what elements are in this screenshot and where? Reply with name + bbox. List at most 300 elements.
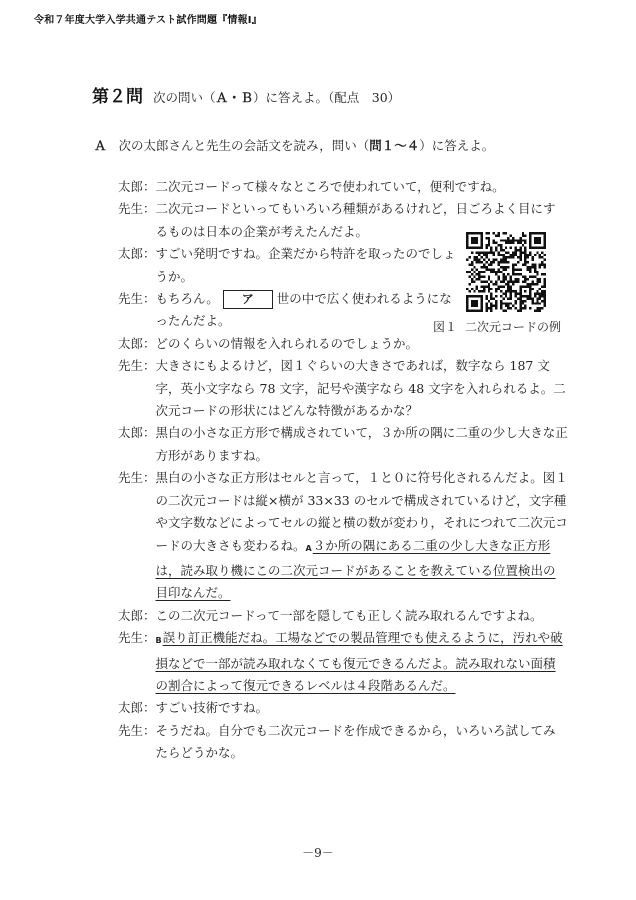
qr-module: [524, 242, 526, 244]
qr-module: [507, 290, 509, 292]
qr-module: [536, 232, 538, 234]
qr-module: [517, 239, 519, 241]
qr-module: [522, 251, 524, 253]
qr-module: [488, 251, 490, 253]
qr-module: [490, 310, 492, 312]
qr-module: [505, 305, 507, 307]
qr-module: [466, 300, 468, 302]
qr-module: [519, 300, 521, 302]
qr-module: [473, 237, 475, 239]
qr-module: [500, 307, 502, 309]
qr-module: [488, 242, 490, 244]
qr-module: [500, 244, 502, 246]
qr-module: [490, 264, 492, 266]
qr-module: [507, 239, 509, 241]
qr-module: [481, 300, 483, 302]
qr-module: [488, 283, 490, 285]
qr-module: [541, 307, 543, 309]
qr-module: [544, 300, 546, 302]
qr-module: [536, 237, 538, 239]
qr-module: [522, 295, 524, 297]
qr-module: [466, 237, 468, 239]
qr-module: [502, 261, 504, 263]
page-number: －9－: [302, 846, 334, 860]
speaker-label: 先生：: [118, 722, 156, 738]
qr-module: [522, 276, 524, 278]
qr-module: [514, 247, 516, 249]
qr-module: [476, 251, 478, 253]
qr-module: [478, 254, 480, 256]
qr-module: [466, 288, 468, 290]
qr-module: [522, 300, 524, 302]
qr-module: [471, 278, 473, 280]
qr-module: [544, 266, 546, 268]
qr-module: [510, 293, 512, 295]
qr-module: [481, 244, 483, 246]
qr-module: [544, 278, 546, 280]
qr-module: [476, 273, 478, 275]
qr-module: [529, 239, 531, 241]
qr-module: [522, 234, 524, 236]
qr-module: [531, 297, 533, 299]
qr-module: [500, 295, 502, 297]
qr-module: [505, 295, 507, 297]
qr-module: [493, 254, 495, 256]
qr-module: [512, 237, 514, 239]
qr-module: [531, 247, 533, 249]
qr-module: [507, 297, 509, 299]
qr-module: [468, 271, 470, 273]
qr-module: [517, 278, 519, 280]
question-number: 第２問: [92, 87, 143, 107]
qr-module: [502, 276, 504, 278]
qr-module: [512, 239, 514, 241]
dialogue-text-before-underline: 黒白の小さな正方形はセルと言って，１と０に符号化されるんだよ。図１の二次元コードは縦×横が 33×33 のセルで構成されているけど，文字種や文字数などによってセルの縦と横の数が変わり，それにつれて二次元コードの大きさも変わるね。: [155, 470, 568, 553]
qr-module: [471, 237, 473, 239]
qr-module: [514, 249, 516, 251]
qr-module: [485, 256, 487, 258]
qr-module: [500, 271, 502, 273]
qr-module: [529, 232, 531, 234]
qr-module: [493, 261, 495, 263]
qr-module: [507, 302, 509, 304]
qr-module: [524, 278, 526, 280]
qr-module: [471, 251, 473, 253]
qr-module: [500, 280, 502, 282]
qr-module: [544, 302, 546, 304]
qr-module: [539, 280, 541, 282]
qr-module: [476, 232, 478, 234]
qr-module: [481, 251, 483, 253]
qr-module: [471, 295, 473, 297]
qr-module: [476, 247, 478, 249]
qr-module: [544, 254, 546, 256]
qr-module: [493, 283, 495, 285]
qr-module: [534, 310, 536, 312]
qr-module: [500, 249, 502, 251]
qr-module: [483, 259, 485, 261]
qr-module: [473, 232, 475, 234]
qr-module: [500, 302, 502, 304]
qr-module: [476, 278, 478, 280]
qr-module: [512, 251, 514, 253]
qr-module: [505, 261, 507, 263]
qr-module: [544, 259, 546, 261]
qr-module: [544, 280, 546, 282]
qr-module: [534, 247, 536, 249]
qr-module: [473, 239, 475, 241]
qr-module: [529, 290, 531, 292]
qr-module: [505, 259, 507, 261]
qr-module: [514, 290, 516, 292]
qr-module: [534, 293, 536, 295]
speaker-label: 太郎：: [118, 179, 156, 194]
qr-module: [505, 247, 507, 249]
qr-module: [502, 232, 504, 234]
qr-module: [536, 280, 538, 282]
qr-module: [466, 295, 468, 297]
qr-module: [505, 310, 507, 312]
qr-module: [490, 297, 492, 299]
qr-module: [524, 239, 526, 241]
qr-module: [510, 254, 512, 256]
qr-module: [466, 232, 468, 234]
qr-module: [471, 264, 473, 266]
qr-module: [490, 295, 492, 297]
qr-module: [529, 244, 531, 246]
qr-module: [544, 273, 546, 275]
qr-module: [536, 242, 538, 244]
qr-module: [478, 273, 480, 275]
qr-module: [481, 295, 483, 297]
qr-module: [514, 280, 516, 282]
qr-module: [483, 290, 485, 292]
qr-module: [502, 293, 504, 295]
qr-module: [539, 293, 541, 295]
qr-module: [522, 280, 524, 282]
qr-module: [478, 259, 480, 261]
qr-module: [507, 285, 509, 287]
qr-module: [466, 307, 468, 309]
qr-module: [531, 280, 533, 282]
qr-module: [536, 251, 538, 253]
qr-module: [539, 256, 541, 258]
qr-module: [485, 295, 487, 297]
qr-module: [490, 261, 492, 263]
qr-module: [514, 239, 516, 241]
dialogue-text: 黒白の小さな正方形で構成されていて，３か所の隅に二重の少し大きな正方形がありますね。: [155, 425, 568, 463]
qr-code-figure: [466, 232, 546, 312]
speaker-label: 先生：: [118, 358, 156, 374]
qr-module: [524, 261, 526, 263]
qr-module: [514, 302, 516, 304]
question-header: [92, 82, 400, 107]
qr-module: [544, 297, 546, 299]
qr-module: [481, 256, 483, 258]
qr-module: [485, 261, 487, 263]
qr-module: [524, 251, 526, 253]
qr-module: [478, 295, 480, 297]
qr-module: [473, 305, 475, 307]
qr-module: [483, 271, 485, 273]
qr-module: [471, 305, 473, 307]
qr-module: [517, 273, 519, 275]
qr-module: [531, 283, 533, 285]
qr-module: [476, 305, 478, 307]
qr-module: [531, 264, 533, 266]
qr-module: [471, 273, 473, 275]
qr-module: [529, 307, 531, 309]
qr-module: [481, 276, 483, 278]
qr-module: [466, 302, 468, 304]
speaker-label: 先生：: [118, 201, 156, 217]
qr-module: [485, 237, 487, 239]
qr-module: [536, 297, 538, 299]
qr-module: [536, 239, 538, 241]
qr-module: [512, 266, 514, 268]
qr-module: [468, 295, 470, 297]
qr-module: [468, 247, 470, 249]
qr-module: [524, 280, 526, 282]
qr-module: [529, 288, 531, 290]
qr-module: [500, 305, 502, 307]
speaker-label: 太郎：: [118, 425, 156, 441]
qr-module: [498, 278, 500, 280]
qr-module: [502, 310, 504, 312]
qr-module: [539, 310, 541, 312]
qr-module: [527, 283, 529, 285]
qr-module: [510, 256, 512, 258]
qr-module: [471, 261, 473, 263]
qr-module: [536, 278, 538, 280]
qr-module: [490, 271, 492, 273]
qr-module: [488, 300, 490, 302]
qr-module: [510, 280, 512, 282]
qr-module: [536, 293, 538, 295]
qr-module: [473, 295, 475, 297]
qr-module: [478, 278, 480, 280]
question-instruction-after: ）に答えよ。（配点 30）: [253, 90, 401, 105]
speaker-label: 先生：: [118, 630, 156, 646]
dialogue-text: [156, 627, 568, 697]
qr-module: [498, 288, 500, 290]
qr-module: [485, 247, 487, 249]
qr-module: [541, 251, 543, 253]
qr-module: [478, 310, 480, 312]
qr-module: [505, 293, 507, 295]
qr-module: [495, 242, 497, 244]
qr-module: [485, 232, 487, 234]
qr-module: [524, 254, 526, 256]
qr-module: [476, 300, 478, 302]
qr-module: [485, 244, 487, 246]
qr-module: [493, 239, 495, 241]
qr-module: [534, 264, 536, 266]
qr-module: [534, 276, 536, 278]
qr-module: [495, 247, 497, 249]
qr-module: [490, 268, 492, 270]
qr-module: [485, 302, 487, 304]
qr-module: [505, 256, 507, 258]
qr-module: [512, 256, 514, 258]
qr-module: [466, 247, 468, 249]
qr-module: [544, 242, 546, 244]
dialogue-turn: [118, 333, 568, 355]
qr-module: [531, 276, 533, 278]
qr-module: [505, 268, 507, 270]
qr-module: [466, 234, 468, 236]
qr-module: [473, 256, 475, 258]
qr-module: [483, 264, 485, 266]
qr-module: [498, 234, 500, 236]
qr-module: [541, 264, 543, 266]
qr-module: [495, 295, 497, 297]
qr-module: [519, 256, 521, 258]
qr-module: [536, 310, 538, 312]
qr-module: [488, 239, 490, 241]
qr-module: [514, 254, 516, 256]
qr-module: [466, 305, 468, 307]
qr-module: [471, 288, 473, 290]
qr-module: [498, 254, 500, 256]
qr-module: [527, 297, 529, 299]
part-a-instruction-after: ）に答えよ。: [419, 138, 495, 153]
qr-module: [502, 297, 504, 299]
qr-module: [534, 302, 536, 304]
qr-module: [529, 242, 531, 244]
qr-module: [468, 283, 470, 285]
qr-module: [544, 290, 546, 292]
qr-module: [519, 249, 521, 251]
qr-module: [534, 268, 536, 270]
dialogue-turn: [118, 627, 568, 697]
qr-module: [519, 295, 521, 297]
dialogue-text: そうだね。自分でも二次元コードを作成できるから，いろいろ試してみたらどうかな。: [155, 722, 556, 761]
qr-module: [510, 297, 512, 299]
qr-module: [510, 307, 512, 309]
qr-module: [490, 307, 492, 309]
qr-module: [473, 259, 475, 261]
qr-module: [473, 276, 475, 278]
qr-module: [505, 302, 507, 304]
dialogue-text: 二次元コードといってもいろいろ種類があるけれど，日ごろよく目にするものは日本の企業が考えたんだよ。: [155, 201, 556, 239]
qr-module: [534, 283, 536, 285]
qr-module: [519, 290, 521, 292]
dialogue-text: 二次元コードって様々なところで使われていて，便利ですね。: [155, 179, 505, 194]
qr-module: [534, 239, 536, 241]
qr-module: [514, 307, 516, 309]
speaker-label: 太郎：: [118, 700, 156, 716]
qr-module: [529, 295, 531, 297]
part-a-instruction-questions: 問１～４: [369, 138, 420, 153]
qr-module: [541, 300, 543, 302]
qr-module: [510, 242, 512, 244]
qr-module: [495, 273, 497, 275]
qr-module: [519, 305, 521, 307]
qr-module: [488, 232, 490, 234]
speaker-label: 太郎：: [118, 335, 156, 351]
qr-module: [512, 290, 514, 292]
qr-module: [519, 254, 521, 256]
qr-module: [493, 271, 495, 273]
qr-module: [481, 237, 483, 239]
dialogue-turn: [118, 176, 568, 198]
qr-module: [481, 271, 483, 273]
qr-module: [534, 242, 536, 244]
qr-module: [505, 239, 507, 241]
qr-module: [500, 290, 502, 292]
speaker-label: 先生：: [118, 470, 156, 486]
qr-module: [476, 285, 478, 287]
qr-module: [529, 283, 531, 285]
qr-module: [473, 300, 475, 302]
qr-module: [524, 264, 526, 266]
qr-module: [502, 254, 504, 256]
qr-module: [500, 261, 502, 263]
qr-module: [519, 285, 521, 287]
dialogue-text: この二次元コードって一部を隠しても正しく読み取れるんですよね。: [155, 607, 543, 623]
qr-module: [485, 307, 487, 309]
qr-module: [524, 247, 526, 249]
qr-module: [536, 302, 538, 304]
part-a-instruction-before: 次の太郎さんと先生の会話文を読み，問い（: [118, 138, 370, 153]
qr-module: [473, 266, 475, 268]
qr-module: [505, 251, 507, 253]
qr-module: [490, 280, 492, 282]
qr-module: [473, 247, 475, 249]
qr-module: [500, 300, 502, 302]
qr-module: [483, 254, 485, 256]
qr-module: [544, 305, 546, 307]
qr-module: [514, 273, 516, 275]
qr-module: [514, 278, 516, 280]
qr-module: [531, 232, 533, 234]
qr-module: [512, 254, 514, 256]
qr-module: [529, 266, 531, 268]
qr-module: [485, 297, 487, 299]
qr-module: [534, 266, 536, 268]
qr-module: [502, 239, 504, 241]
qr-module: [541, 261, 543, 263]
qr-module: [502, 259, 504, 261]
qr-module: [539, 297, 541, 299]
qr-module: [536, 247, 538, 249]
qr-module: [476, 288, 478, 290]
qr-module: [481, 242, 483, 244]
qr-module: [524, 256, 526, 258]
qr-module: [536, 271, 538, 273]
qr-module: [531, 256, 533, 258]
qr-module: [517, 268, 519, 270]
qr-module: [483, 288, 485, 290]
dialogue-text: [156, 288, 456, 333]
underlined-text-b: 誤り訂正機能だね。工場などでの製品管理でも使えるように，汚れや破損などで一部が読み取れなくても復元できるんだよ。読み取れない面積の割合によって復元できるレベルは４段階あるんだ。: [155, 630, 563, 693]
qr-module: [519, 293, 521, 295]
qr-module: [473, 302, 475, 304]
qr-module: [512, 268, 514, 270]
qr-module: [529, 234, 531, 236]
qr-module: [471, 268, 473, 270]
qr-module: [473, 271, 475, 273]
qr-module: [512, 273, 514, 275]
qr-module: [527, 268, 529, 270]
qr-module: [529, 254, 531, 256]
qr-module: [495, 288, 497, 290]
qr-module: [539, 295, 541, 297]
qr-module: [544, 232, 546, 234]
qr-module: [529, 271, 531, 273]
qr-module: [536, 273, 538, 275]
